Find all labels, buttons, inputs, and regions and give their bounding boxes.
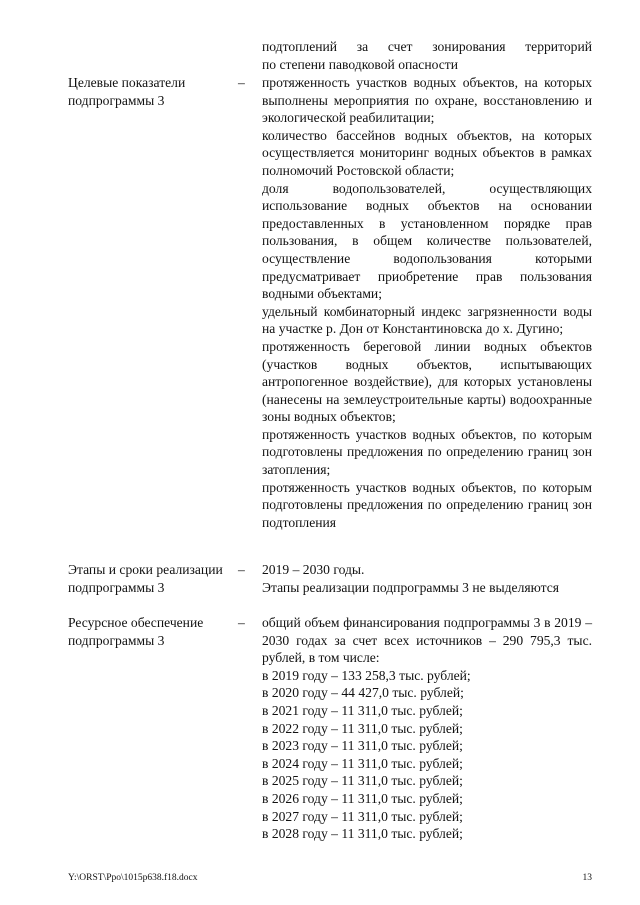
stage-paragraph: Этапы реализации подпрограммы 3 не выделяются <box>262 579 559 595</box>
indicator-paragraph: протяженность участков водных объектов, на которых выполнены мероприятия по охране, восстановлению и экологической реабилитации; <box>262 75 592 126</box>
funding-year-line: в 2028 году – 11 311,0 тыс. рублей; <box>262 826 463 842</box>
funding-year-line: в 2024 году – 11 311,0 тыс. рублей; <box>262 755 463 771</box>
funding-total-paragraph: общий объем финансирования подпрограммы 3 в 2019 – 2030 годах за счет всех источников – 290 795,3 тыс. рублей, в том числе: <box>262 615 592 666</box>
section-dash: – <box>238 75 245 90</box>
indicator-paragraph: протяженность береговой линии водных объектов (участков водных объектов, испытывающих антропогенное воздействие), для которых установлены (нанесены на землеустроительные карты) водоохранные зоны водных объектов; <box>262 338 592 425</box>
page-number: 13 <box>582 873 592 883</box>
section-content-targets <box>262 74 592 531</box>
stage-paragraph: 2019 – 2030 годы. <box>262 562 365 577</box>
indicator-paragraph: протяженность участков водных объектов, по которым подготовлены предложения по определению границ зон подтопления <box>262 479 592 530</box>
funding-year-line: в 2027 году – 11 311,0 тыс. рублей; <box>262 808 463 824</box>
funding-year-line: в 2025 году – 11 311,0 тыс. рублей; <box>262 773 463 789</box>
funding-year-line: в 2021 году – 11 311,0 тыс. рублей; <box>262 702 463 718</box>
funding-year-line: в 2022 году – 11 311,0 тыс. рублей; <box>262 720 463 736</box>
funding-year-line: в 2020 году – 44 427,0 тыс. рублей; <box>262 685 464 701</box>
funding-year-line: в 2023 году – 11 311,0 тыс. рублей; <box>262 738 463 754</box>
funding-year-line: в 2026 году – 11 311,0 тыс. рублей; <box>262 790 463 806</box>
section-content-resources <box>262 614 592 843</box>
indicator-paragraph: доля водопользователей, осуществляющих использование водных объектов на основании предоставленных в установленном порядке прав пользования, в общем количестве пользователей, осуществление водопользования которыми предусматривает приобретение прав пользования водными объектами; <box>262 180 592 302</box>
section-dash: – <box>238 562 245 577</box>
indicator-paragraph: протяженность участков водных объектов, по которым подготовлены предложения по определению границ зон затопления; <box>262 426 592 478</box>
continuation-line: подтоплений за счет зонирования территорий <box>262 39 592 54</box>
indicator-paragraph: количество бассейнов водных объектов, на которых осуществляется мониторинг водных объектов в рамках полномочий Ростовской области; <box>262 127 592 178</box>
section-dash: – <box>238 615 245 630</box>
funding-year-line: в 2019 году – 133 258,3 тыс. рублей; <box>262 667 471 683</box>
indicator-paragraph: удельный комбинаторный индекс загрязненности воды на участке р. Дон от Константиновска до х. Дугино; <box>262 303 592 337</box>
section-label-stages: Этапы и сроки реализации подпрограммы 3 <box>68 562 223 595</box>
continuation-block <box>262 38 592 73</box>
section-content-stages <box>262 561 592 596</box>
footer-file-path: Y:\ORST\Ppo\1015p638.f18.docx <box>68 873 198 883</box>
section-label-targets: Целевые показатели подпрограммы 3 <box>68 75 186 108</box>
continuation-line: по степени паводковой опасности <box>262 56 458 72</box>
section-label-resources: Ресурсное обеспечение подпрограммы 3 <box>68 615 204 648</box>
